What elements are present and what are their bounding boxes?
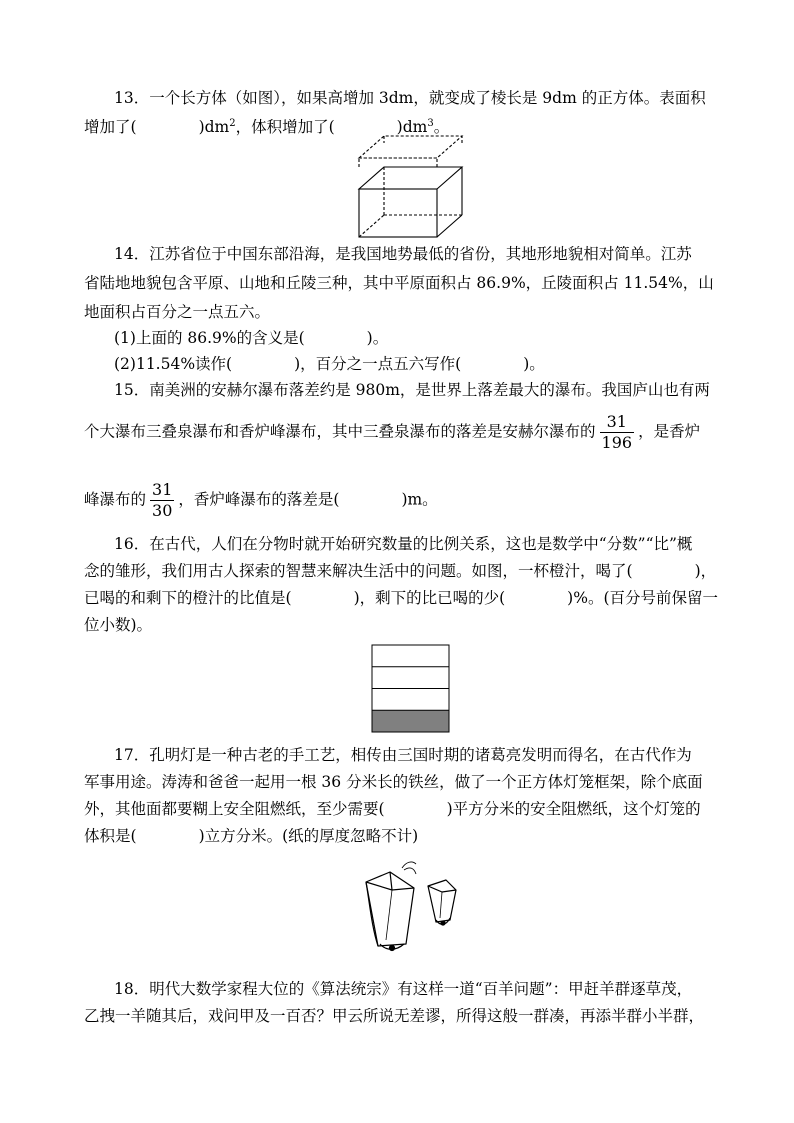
superscript: 3 — [427, 118, 434, 129]
q15-text: 个大瀑布三叠泉瀑布和香炉峰瀑布，其中三叠泉瀑布的落差是安赫尔瀑布的 — [84, 422, 596, 441]
fraction-denominator: 196 — [601, 433, 633, 452]
q14-line1: 14．江苏省位于中国东部沿海，是我国地势最低的省份，其地形地貌相对简单。江苏 — [114, 245, 692, 263]
q16-text: )， — [694, 562, 717, 580]
q17-line4 — [84, 826, 418, 846]
q17-line1: 17．孔明灯是一种古老的手工艺，相传由三国时期的诸葛亮发明而得名，在古代作为 — [114, 746, 692, 764]
q17-line2: 军事用途。涛涛和爸爸一起用一根 36 分米长的铁丝，做了一个正方体灯笼框架，除个底面 — [84, 773, 703, 791]
q14-sub2 — [114, 354, 545, 374]
q15-text: 峰瀑布的 — [84, 490, 147, 509]
q15-text: ，是香炉 — [638, 422, 701, 441]
juice-cup-figure — [371, 644, 451, 734]
fraction-numerator: 31 — [600, 412, 635, 433]
q14-text: )。 — [366, 329, 389, 347]
q16-line1: 16．在古代，人们在分物时就开始研究数量的比例关系，这也是数学中“分数”“比”概 — [114, 535, 693, 553]
q13-text: )dm — [396, 118, 428, 136]
q15-text: )m。 — [401, 490, 438, 509]
q15-line2 — [84, 412, 700, 453]
q16-line4: 位小数)。 — [84, 616, 153, 634]
q15-text: ，香炉峰瀑布的落差是( — [178, 490, 340, 509]
q13-text: )dm — [198, 118, 230, 136]
q14-text: (2)11.54%读作( — [114, 355, 233, 373]
q17-text: 体积是( — [84, 827, 137, 845]
q14-line3: 地面积占百分之一点五六。 — [84, 303, 271, 321]
fraction-31-30 — [150, 480, 174, 521]
q16-line2 — [84, 561, 716, 581]
fraction-denominator: 30 — [152, 501, 173, 520]
q17-text: )立方分米。(纸的厚度忽略不计) — [198, 827, 419, 845]
q17-text: )平方分米的安全阻燃纸，这个灯笼的 — [446, 800, 701, 818]
q13-text: ，体积增加了( — [235, 118, 335, 136]
kongming-lantern-figure — [356, 856, 471, 958]
q13-text: 。 — [433, 118, 450, 136]
fraction-31-196 — [600, 412, 635, 453]
q16-text: 念的雏形，我们用古人探索的智慧来解决生活中的问题。如图，一杯橙汁，喝了( — [84, 562, 633, 580]
q14-text: )，百分之一点五六写作( — [294, 355, 462, 373]
q14-sub1 — [114, 328, 388, 348]
q16-text: 已喝的和剩下的橙汁的比值是( — [84, 589, 292, 607]
superscript: 2 — [229, 118, 236, 129]
q15-line1: 15．南美洲的安赫尔瀑布落差约是 980m，是世界上落差最大的瀑布。我国庐山也有两 — [114, 381, 710, 399]
q16-text: )%。(百分号前保留一 — [567, 589, 718, 607]
q15-line3 — [84, 480, 438, 521]
q13-text: 增加了( — [84, 118, 137, 136]
q18-line1: 18．明代大数学家程大位的《算法统宗》有这样一道“百羊问题”：甲赶羊群逐草茂， — [114, 980, 693, 998]
cup-remaining-portion — [372, 710, 449, 732]
q16-line3 — [84, 588, 718, 608]
q18-line2: 乙拽一羊随其后，戏问甲及一百否？甲云所说无差谬，所得这般一群凑，再添半群小半群， — [84, 1007, 705, 1025]
q16-text: )，剩下的比已喝的少( — [353, 589, 506, 607]
q13-line1: 13．一个长方体（如图），如果高增加 3dm，就变成了棱长是 9dm 的正方体。表面积 — [114, 89, 706, 107]
q14-text: (1)上面的 86.9%的含义是( — [114, 329, 305, 347]
q14-line2: 省陆地地貌包含平原、山地和丘陵三种，其中平原面积占 86.9%，丘陵面积占 11.54%，山 — [84, 274, 714, 292]
cuboid-figure — [356, 134, 466, 242]
q17-text: 外，其他面都要糊上安全阻燃纸，至少需要( — [84, 800, 385, 818]
q14-text: )。 — [523, 355, 545, 373]
q17-line3 — [84, 799, 701, 819]
fraction-numerator: 31 — [152, 480, 173, 499]
